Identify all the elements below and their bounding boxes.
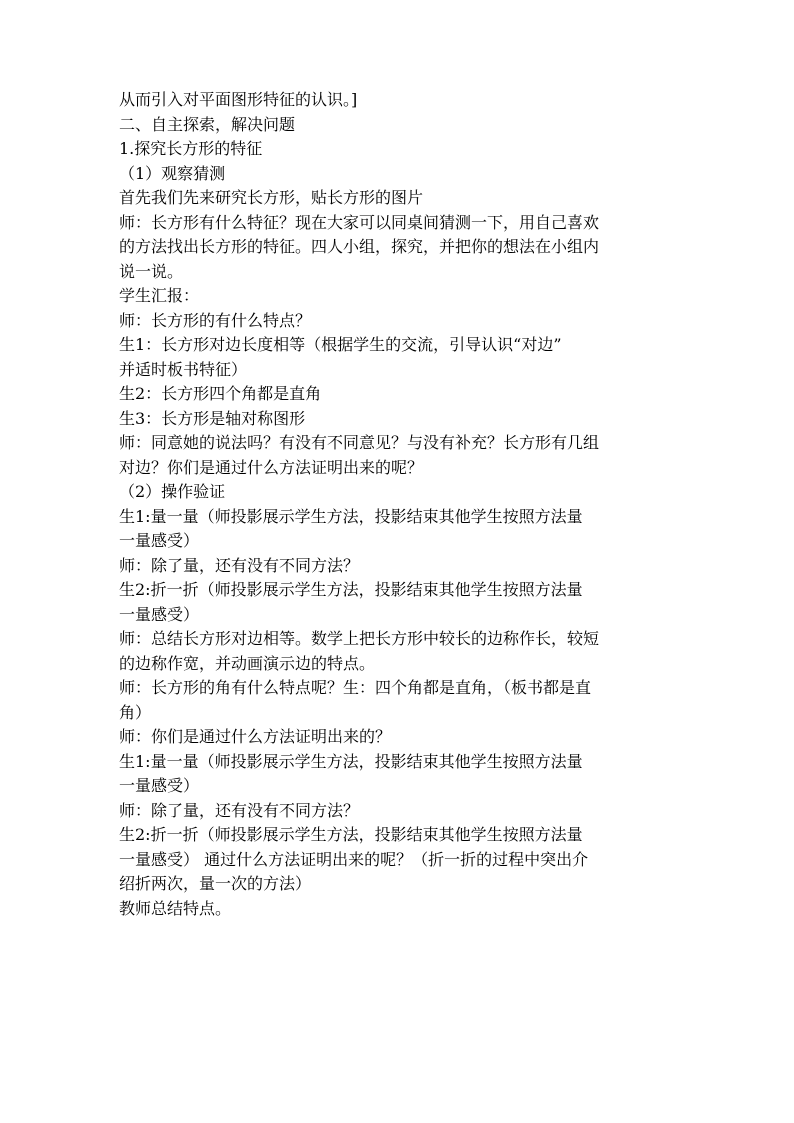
text-line: 首先我们先来研究长方形，贴长方形的图片 [119, 188, 424, 207]
text-line: 师：长方形有什么特征？现在大家可以同桌间猜测一下，用自己喜欢 [119, 212, 600, 232]
text-line: 一量感受） 通过什么方法证明出来的呢？（折一折的过程中突出介 [119, 849, 589, 869]
text-line: 一量感受） [119, 531, 200, 550]
document-body [119, 88, 683, 921]
text-line: 学生汇报： [119, 286, 200, 305]
subsection-heading: 1.探究长方形的特征 [119, 139, 263, 158]
text-line: 从而引入对平面图形特征的认识。] [119, 90, 358, 109]
step-heading: （2）操作验证 [119, 482, 226, 501]
text-line: 生1:量一量（师投影展示学生方法，投影结束其他学生按照方法量 [119, 751, 583, 771]
text-line: 的边称作宽，并动画演示边的特点。 [119, 653, 376, 673]
text-line: 的方法找出长方形的特征。四人小组，探究，并把你的想法在小组内 [119, 237, 600, 256]
text-line: 师：总结长方形对边相等。数学上把长方形中较长的边称作长，较短 [119, 629, 600, 648]
text-line: 师：长方形的角有什么特点呢？生：四个角都是直角，（板书都是直 [119, 678, 592, 697]
text-line: 师：除了量，还有没有不同方法？ [119, 800, 360, 820]
text-line: 生2：长方形四个角都是直角 [119, 384, 322, 403]
text-line: 师：你们是通过什么方法证明出来的？ [119, 727, 392, 746]
text-line: 师：同意她的说法吗？有没有不同意见？与没有补充？长方形有几组 [119, 433, 600, 452]
text-line: 一量感受） [119, 776, 200, 795]
section-heading: 二、自主探索，解决问题 [119, 114, 296, 134]
text-line: 一量感受） [119, 604, 200, 624]
text-line: 并适时板书特征） [119, 359, 248, 379]
text-line: 绍折两次，量一次的方法） [119, 874, 312, 893]
text-line: 生3：长方形是轴对称图形 [119, 408, 306, 428]
text-line: 生1：长方形对边长度相等（根据学生的交流，引导认识“对边” [119, 335, 562, 354]
text-line: 对边？你们是通过什么方法证明出来的呢？ [119, 457, 424, 477]
text-line: 生2:折一折（师投影展示学生方法，投影结束其他学生按照方法量 [119, 580, 583, 599]
step-heading: （1）观察猜测 [119, 163, 226, 183]
text-line: 生2:折一折（师投影展示学生方法，投影结束其他学生按照方法量 [119, 825, 583, 844]
text-line: 师：长方形的有什么特点？ [119, 310, 312, 330]
text-line: 说一说。 [119, 261, 184, 281]
text-line: 师：除了量，还有没有不同方法？ [119, 555, 360, 575]
text-line: 生1:量一量（师投影展示学生方法，投影结束其他学生按照方法量 [119, 506, 583, 526]
text-line: 角） [119, 702, 152, 722]
text-line: 教师总结特点。 [119, 898, 232, 918]
